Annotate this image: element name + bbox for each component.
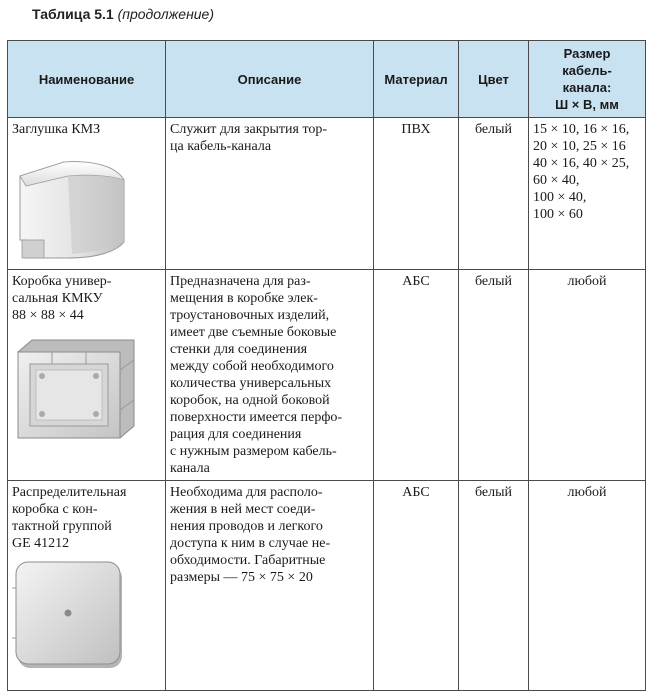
- cell-description: Предназначена для раз- мещения в коробке элек- троустановочных изделий, имеет две съемные боковые стенки для соединения между собой необходимого количества универсальных коробок, на одной боковой поверхности имеется перфо- рация для соединения с нужным размером кабель- канала: [166, 270, 374, 481]
- cell-description: Необходима для располо- жения в ней мест соеди- нения проводов и легкого доступа к ним в случае не- обходимости. Габаритные размеры — 75 × 75 × 20: [166, 481, 374, 691]
- end-cap-image: [12, 144, 132, 264]
- cell-size: любой: [529, 270, 646, 481]
- header-color: Цвет: [459, 41, 529, 118]
- table-row: [8, 481, 646, 691]
- header-name: Наименование: [8, 41, 166, 118]
- cell-size: 15 × 10, 16 × 16, 20 × 10, 25 × 16 40 × 16, 40 × 25, 60 × 40, 100 × 40, 100 × 60: [529, 118, 646, 270]
- header-material: Материал: [374, 41, 459, 118]
- header-description: Описание: [166, 41, 374, 118]
- table-row: [8, 270, 646, 481]
- cell-material: АБС: [374, 481, 459, 691]
- cell-color: белый: [459, 270, 529, 481]
- cell-color: белый: [459, 481, 529, 691]
- cell-material: ПВХ: [374, 118, 459, 270]
- caption-title: Таблица 5.1: [32, 6, 114, 22]
- caption-subtitle: (продолжение): [117, 6, 215, 22]
- cell-size: любой: [529, 481, 646, 691]
- cell-material: АБС: [374, 270, 459, 481]
- table-header-row: [8, 41, 646, 118]
- cell-name: Коробка универ- сальная КМКУ 88 × 88 × 44: [8, 270, 166, 481]
- cell-name: Распределительная коробка с кон- тактной группой GE 41212: [8, 481, 166, 691]
- cell-name: Заглушка КМЗ: [8, 118, 166, 270]
- cell-description: Служит для закрытия тор- ца кабель-канала: [166, 118, 374, 270]
- universal-box-image: [12, 330, 140, 442]
- table-caption: [32, 6, 214, 22]
- table-row: [8, 118, 646, 270]
- spec-table: [7, 40, 646, 691]
- junction-box-image: [12, 558, 130, 676]
- header-size: Размер кабель- канала: Ш × В, мм: [529, 41, 646, 118]
- cell-color: белый: [459, 118, 529, 270]
